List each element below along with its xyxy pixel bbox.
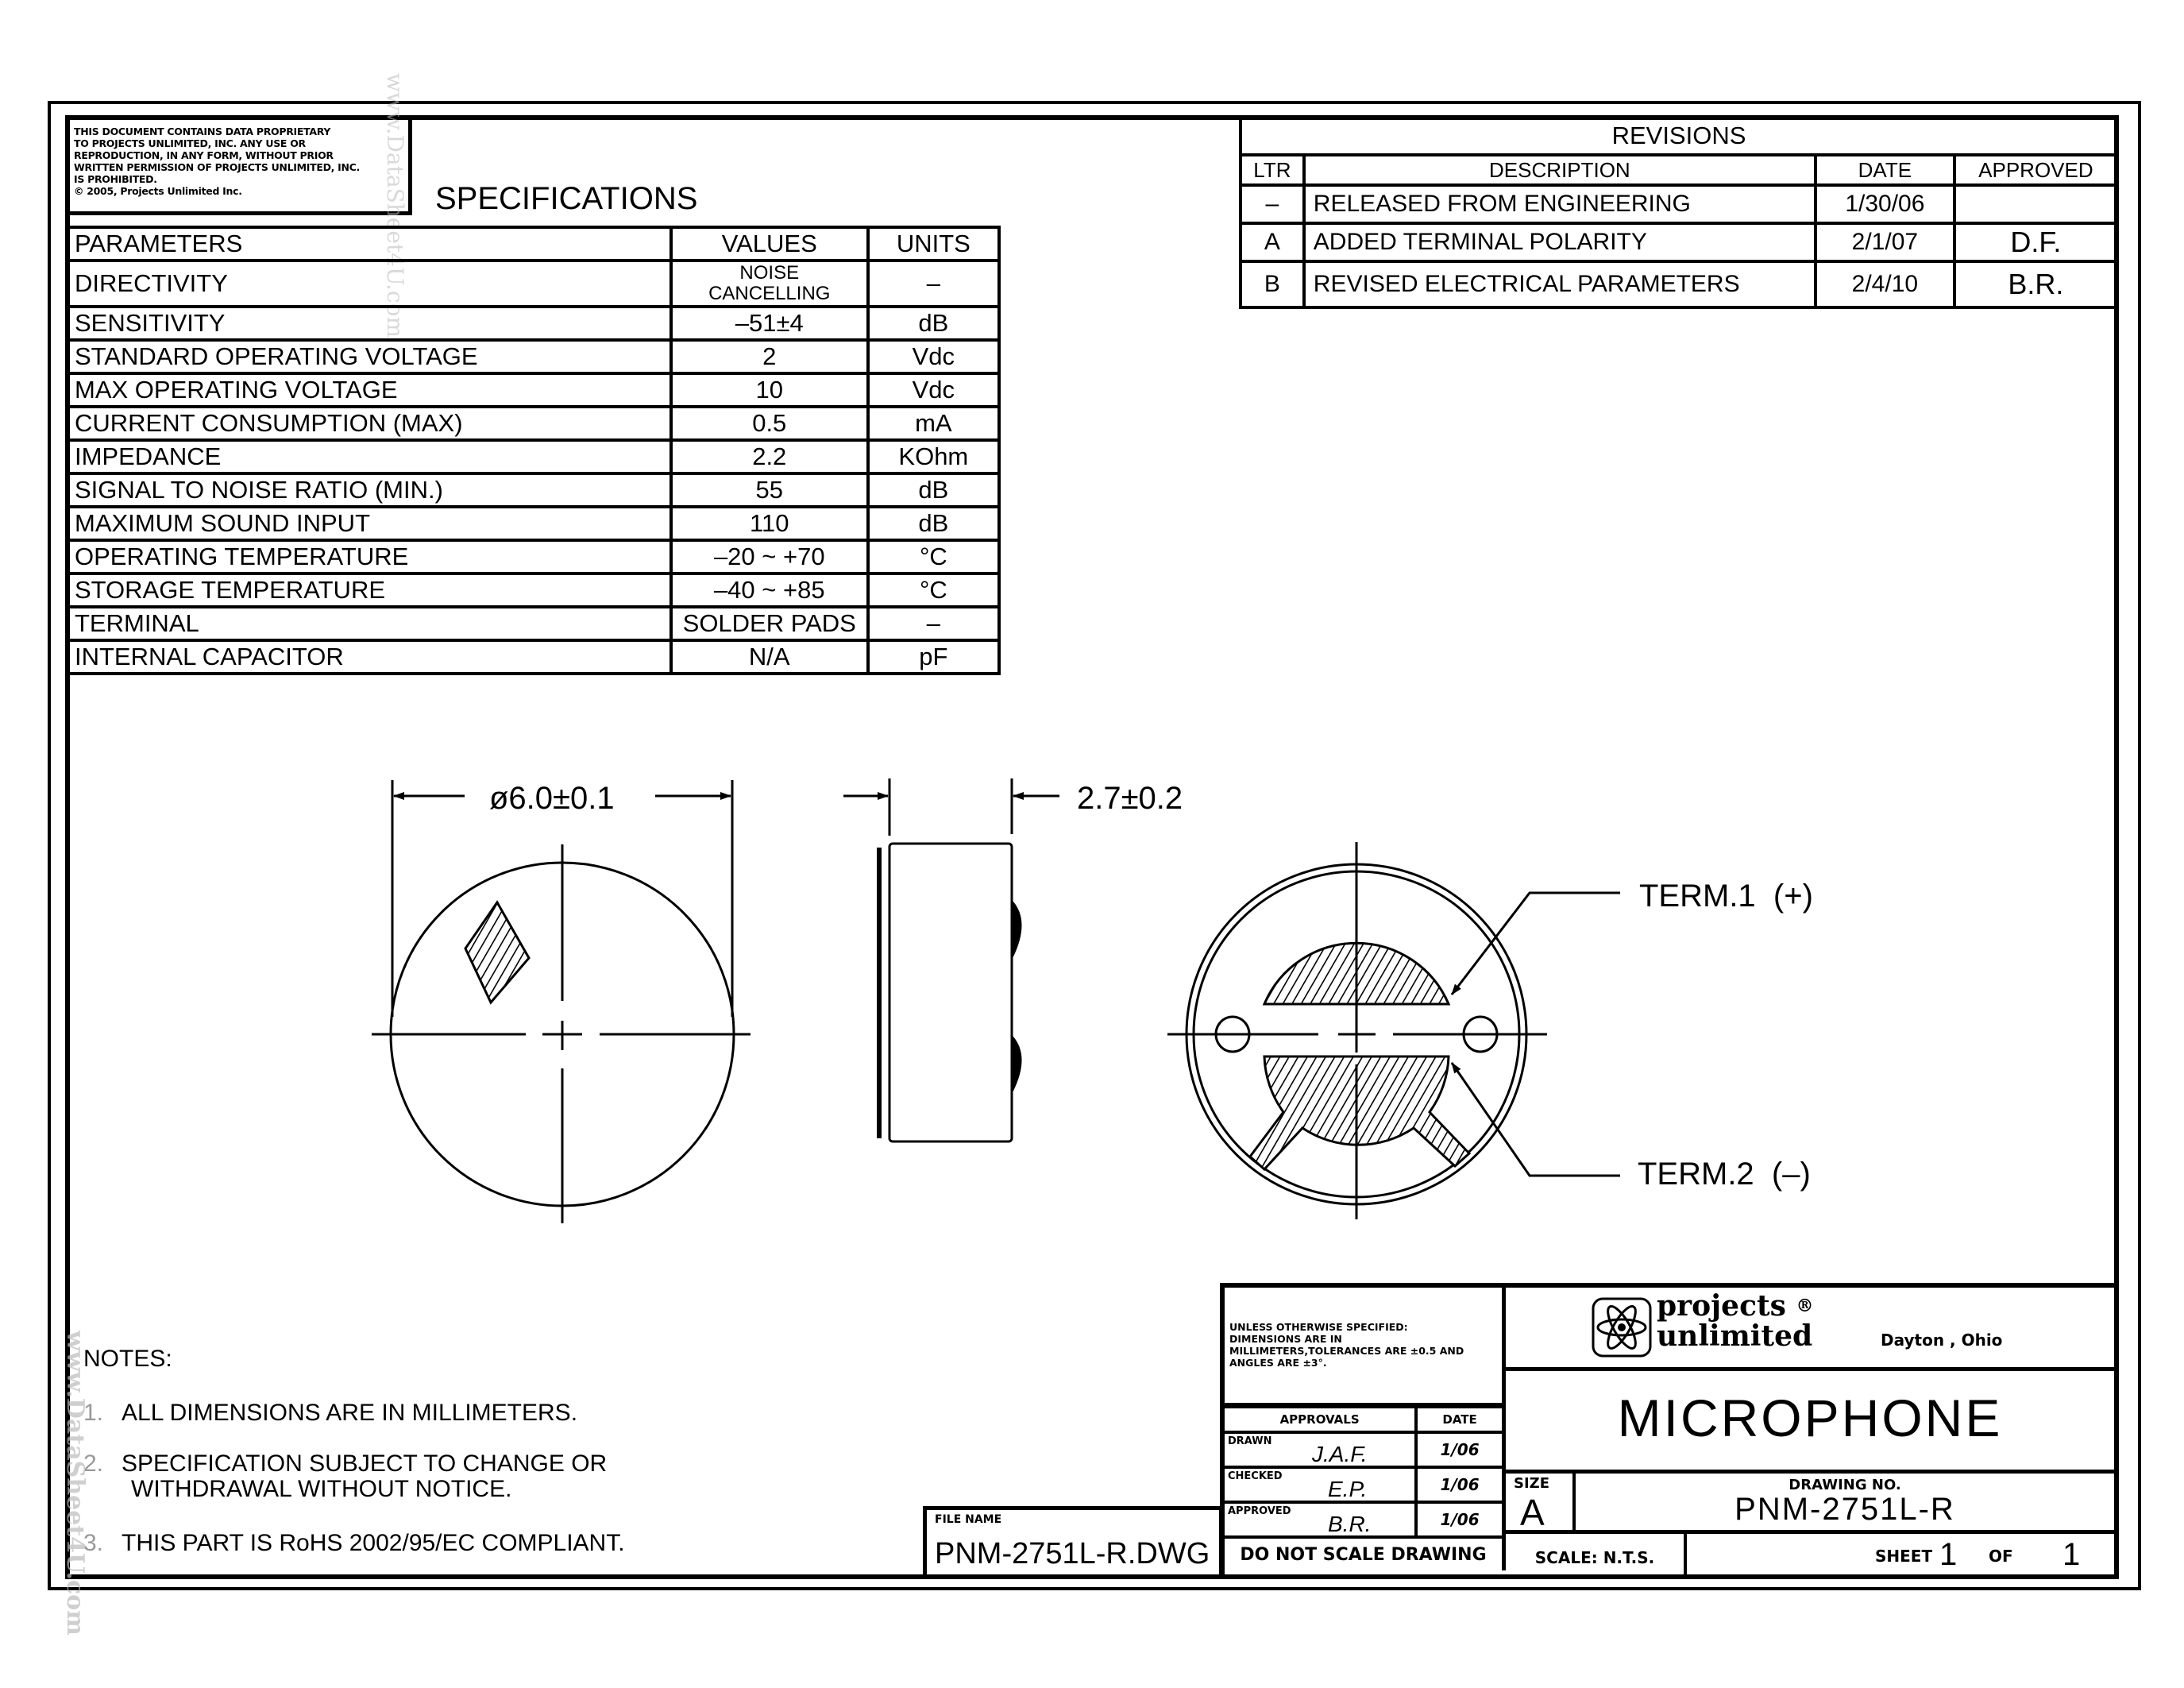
part-title: MICROPHONE bbox=[1506, 1367, 2114, 1474]
value-line: NOISE bbox=[739, 262, 800, 284]
notice-line: IS PROHIBITED. bbox=[74, 173, 157, 185]
param-cell: MAXIMUM SOUND INPUT bbox=[67, 507, 671, 540]
param-cell: OPERATING TEMPERATURE bbox=[67, 540, 671, 574]
header-values: VALUES bbox=[671, 227, 868, 261]
notice-line: REPRODUCTION, IN ANY FORM, WITHOUT PRIOR bbox=[74, 149, 334, 161]
side-view bbox=[843, 778, 1059, 1141]
registered-mark: ® bbox=[1796, 1296, 1814, 1316]
term2-label: TERM.2 (–) bbox=[1638, 1157, 1811, 1192]
unit-cell: °C bbox=[868, 540, 999, 574]
value-cell: 2.2 bbox=[671, 440, 868, 473]
value-cell: 2 bbox=[671, 340, 868, 373]
value-cell: –51±4 bbox=[671, 307, 868, 340]
approval-row-drawn bbox=[1225, 1432, 1416, 1467]
size-label: SIZE bbox=[1514, 1475, 1550, 1492]
unit-cell: pF bbox=[868, 640, 999, 674]
approval-name: J.A.F. bbox=[1312, 1442, 1368, 1466]
value-cell: 0.5 bbox=[671, 407, 868, 440]
note-text: ALL DIMENSIONS ARE IN MILLIMETERS. bbox=[122, 1400, 578, 1426]
file-name-label: FILE NAME bbox=[935, 1513, 1002, 1526]
approval-role: DRAWN bbox=[1228, 1435, 1272, 1447]
watermark-side: www.DataSheet4U.com bbox=[61, 1331, 89, 1636]
watermark-top: www.DataSheet4U.com bbox=[382, 73, 408, 338]
date-header: DATE bbox=[1416, 1407, 1503, 1432]
company-location: Dayton , Ohio bbox=[1881, 1331, 2003, 1350]
unit-cell: Vdc bbox=[868, 373, 999, 407]
param-cell: CURRENT CONSUMPTION (MAX) bbox=[67, 407, 671, 440]
tolerance-line: MILLIMETERS,TOLERANCES ARE ±0.5 AND bbox=[1229, 1345, 1464, 1357]
unit-cell: KOhm bbox=[868, 440, 999, 473]
size-box bbox=[1506, 1474, 1576, 1534]
term1-label: TERM.1 (+) bbox=[1639, 879, 1813, 914]
tolerance-line: ANGLES ARE ±3°. bbox=[1229, 1357, 1327, 1369]
approval-date: 1/06 bbox=[1416, 1467, 1503, 1502]
approval-name: E.P. bbox=[1328, 1477, 1368, 1501]
notice-line: WRITTEN PERMISSION OF PROJECTS UNLIMITED, INC. bbox=[74, 161, 360, 173]
param-cell: INTERNAL CAPACITOR bbox=[67, 640, 671, 674]
terminal-view bbox=[1167, 842, 1620, 1219]
header-parameters: PARAMETERS bbox=[67, 227, 671, 261]
title-block bbox=[1220, 1283, 2119, 1579]
unit-cell: °C bbox=[868, 574, 999, 607]
rev-description: ADDED TERMINAL POLARITY bbox=[1304, 223, 1815, 261]
tolerance-line: DIMENSIONS ARE IN bbox=[1229, 1333, 1342, 1345]
scale-box: SCALE: N.T.S. bbox=[1506, 1534, 1687, 1579]
value-cell: –40 ~ +85 bbox=[671, 574, 868, 607]
company-line: projects bbox=[1657, 1289, 1786, 1323]
approval-date: 1/06 bbox=[1416, 1432, 1503, 1467]
approvals-table bbox=[1225, 1405, 1506, 1570]
note-number: 3. bbox=[83, 1530, 104, 1556]
rev-ltr: B bbox=[1241, 261, 1304, 307]
unit-cell: mA bbox=[868, 407, 999, 440]
rev-date: 2/1/07 bbox=[1815, 223, 1954, 261]
company-logo-icon bbox=[1592, 1297, 1652, 1358]
header-approved: APPROVED bbox=[1954, 155, 2117, 185]
value-cell: N/A bbox=[671, 640, 868, 674]
tolerance-note bbox=[1225, 1288, 1506, 1407]
value-cell: –20 ~ +70 bbox=[671, 540, 868, 574]
drawing-no: PNM-2751L-R bbox=[1734, 1492, 1955, 1527]
drawing-no-label: DRAWING NO. bbox=[1788, 1477, 1901, 1493]
note-number: 1. bbox=[83, 1400, 104, 1426]
value-cell: SOLDER PADS bbox=[671, 607, 868, 640]
rev-date: 2/4/10 bbox=[1815, 261, 1954, 307]
rev-description: RELEASED FROM ENGINEERING bbox=[1304, 185, 1815, 223]
sheet-box bbox=[1687, 1534, 2114, 1579]
rev-approved: B.R. bbox=[1954, 261, 2117, 307]
rev-ltr: A bbox=[1241, 223, 1304, 261]
rev-ltr: – bbox=[1241, 185, 1304, 223]
header-date: DATE bbox=[1815, 155, 1954, 185]
of-label: OF bbox=[1989, 1547, 2013, 1566]
company-line: unlimited bbox=[1657, 1319, 1813, 1353]
approval-role: CHECKED bbox=[1228, 1470, 1283, 1482]
height-dimension: 2.7±0.2 bbox=[1077, 781, 1183, 816]
sheet-number: 1 bbox=[1939, 1537, 1958, 1572]
drawing-number-box bbox=[1576, 1474, 2114, 1534]
rev-date: 1/30/06 bbox=[1815, 185, 1954, 223]
param-cell: SENSITIVITY bbox=[67, 307, 671, 340]
notice-line: TO PROJECTS UNLIMITED, INC. ANY USE OR bbox=[74, 137, 306, 149]
param-cell: STANDARD OPERATING VOLTAGE bbox=[67, 340, 671, 373]
param-cell: SIGNAL TO NOISE RATIO (MIN.) bbox=[67, 473, 671, 507]
specifications-title: SPECIFICATIONS bbox=[435, 181, 698, 216]
approval-row-approved bbox=[1225, 1502, 1416, 1537]
note-text: THIS PART IS RoHS 2002/95/EC COMPLIANT. bbox=[122, 1530, 625, 1556]
param-cell: IMPEDANCE bbox=[67, 440, 671, 473]
notes-title: NOTES: bbox=[83, 1346, 172, 1372]
param-cell: STORAGE TEMPERATURE bbox=[67, 574, 671, 607]
file-name-value: PNM-2751L-R.DWG bbox=[935, 1537, 1210, 1570]
unit-cell: – bbox=[868, 607, 999, 640]
revisions-title: REVISIONS bbox=[1241, 117, 2117, 155]
copyright-line: © 2005, Projects Unlimited Inc. bbox=[74, 185, 242, 197]
param-cell: TERMINAL bbox=[67, 607, 671, 640]
approvals-header: APPROVALS bbox=[1225, 1407, 1416, 1432]
diameter-dimension: ø6.0±0.1 bbox=[489, 781, 615, 816]
unit-cell: Vdc bbox=[868, 340, 999, 373]
note-number: 2. bbox=[83, 1450, 104, 1477]
sheet-label: SHEET bbox=[1875, 1547, 1933, 1566]
approval-name: B.R. bbox=[1328, 1512, 1372, 1536]
param-cell: DIRECTIVITY bbox=[67, 261, 671, 307]
notice-line: THIS DOCUMENT CONTAINS DATA PROPRIETARY bbox=[74, 126, 331, 137]
header-ltr: LTR bbox=[1241, 155, 1304, 185]
value-line: CANCELLING bbox=[708, 283, 831, 304]
header-description: DESCRIPTION bbox=[1304, 155, 1815, 185]
unit-cell: dB bbox=[868, 307, 999, 340]
tolerance-line: UNLESS OTHERWISE SPECIFIED: bbox=[1229, 1321, 1408, 1333]
approval-role: APPROVED bbox=[1228, 1505, 1291, 1517]
sheet-total: 1 bbox=[2062, 1537, 2081, 1572]
company-name bbox=[1657, 1291, 1813, 1351]
do-not-scale: DO NOT SCALE DRAWING bbox=[1225, 1537, 1504, 1570]
note-text: SPECIFICATION SUBJECT TO CHANGE OR bbox=[122, 1450, 608, 1477]
param-cell: MAX OPERATING VOLTAGE bbox=[67, 373, 671, 407]
value-cell: 55 bbox=[671, 473, 868, 507]
unit-cell: dB bbox=[868, 473, 999, 507]
value-cell: 10 bbox=[671, 373, 868, 407]
file-name-box bbox=[923, 1506, 1223, 1579]
unit-cell: dB bbox=[868, 507, 999, 540]
notes bbox=[83, 1346, 798, 1569]
front-view bbox=[372, 780, 751, 1223]
rev-approved: D.F. bbox=[1954, 223, 2117, 261]
header-units: UNITS bbox=[868, 227, 999, 261]
value-cell: 110 bbox=[671, 507, 868, 540]
approval-date: 1/06 bbox=[1416, 1502, 1503, 1537]
company-block bbox=[1506, 1288, 2114, 1371]
size-value: A bbox=[1520, 1492, 1545, 1533]
approval-row-checked bbox=[1225, 1467, 1416, 1502]
rev-description: REVISED ELECTRICAL PARAMETERS bbox=[1304, 261, 1815, 307]
unit-cell: – bbox=[868, 261, 999, 307]
note-text: WITHDRAWAL WITHOUT NOTICE. bbox=[131, 1476, 512, 1502]
